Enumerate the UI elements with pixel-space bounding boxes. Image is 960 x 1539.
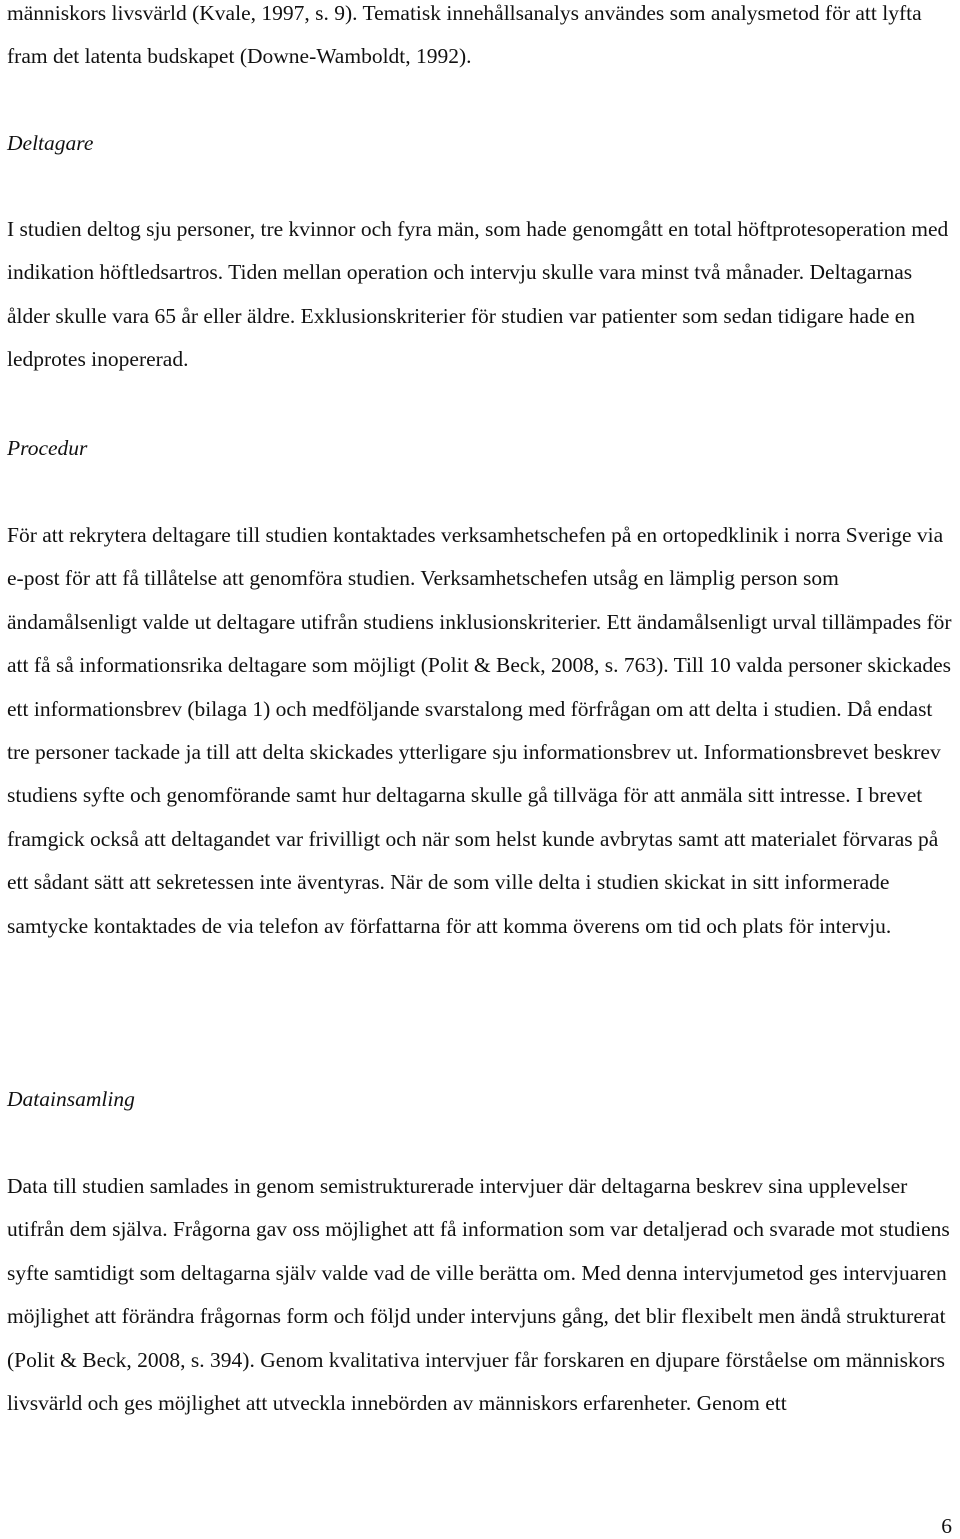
section-heading-datainsamling: Datainsamling [7,1087,135,1111]
section-paragraph-datainsamling: Data till studien samlades in genom semistrukturerade intervjuer där deltagarna beskrev sina upplevelser utifrån dem själva. Frågorna gav oss möjlighet att få information som var detaljerad och svarade mot studiens syfte samtidigt som deltagarna själv valde vad de ville berätta om. Med denna intervjumetod ges intervjuaren möjlighet att förändra frågornas form och följd under intervjuns gång, det blir flexibelt men ändå strukturerat (Polit & Beck, 2008, s. 394). Genom kvalitativa intervjuer får forskaren en djupare förståelse om människors livsvärld och ges möjlighet att utveckla innebörden av människors erfarenheter. Genom ett [7,1174,950,1416]
section-heading-procedur: Procedur [7,436,88,460]
section-paragraph-deltagare: I studien deltog sju personer, tre kvinnor och fyra män, som hade genomgått en total höftprotesoperation med indikation höftledsartros. Tiden mellan operation och intervju skulle vara minst två månader. Deltagarnas ålder skulle vara 65 år eller äldre. Exklusionskriterier för studien var patienter som sedan tidigare hade en ledprotes inopererad. [7,217,949,372]
section-heading-deltagare: Deltagare [7,131,94,155]
intro-paragraph: människors livsvärld (Kvale, 1997, s. 9). Tematisk innehållsanalys användes som analysmetod för att lyfta fram det latenta budskapet (Downe-Wamboldt, 1992). [7,1,922,69]
page-number: 6 [941,1514,952,1538]
section-paragraph-procedur: För att rekrytera deltagare till studien kontaktades verksamhetschefen på en ortopedklinik i norra Sverige via e-post för att få tillåtelse att genomföra studien. Verksamhetschefen utsåg en lämplig person som ändamålsenligt valde ut deltagare utifrån studiens inklusionskriterier. Ett ändamålsenligt urval tillämpades för att få så informationsrika deltagare som möjligt (Polit & Beck, 2008, s. 763). Till 10 valda personer skickades ett informationsbrev (bilaga 1) och medföljande svarstalong med förfrågan om att delta i studien. Då endast tre personer tackade ja till att delta skickades ytterligare sju informationsbrev ut. Informationsbrevet beskrev studiens syfte och genomförande samt hur deltagarna skulle gå tillväga för att anmäla sitt intresse. I brevet framgick också att deltagandet var frivilligt och när som helst kunde avbrytas samt att materialet förvaras på ett sådant sätt att sekretessen inte äventyras. När de som ville delta i studien skickat in sitt informerade samtycke kontaktades de via telefon av författarna för att komma överens om tid och plats för intervju. [7,523,952,938]
